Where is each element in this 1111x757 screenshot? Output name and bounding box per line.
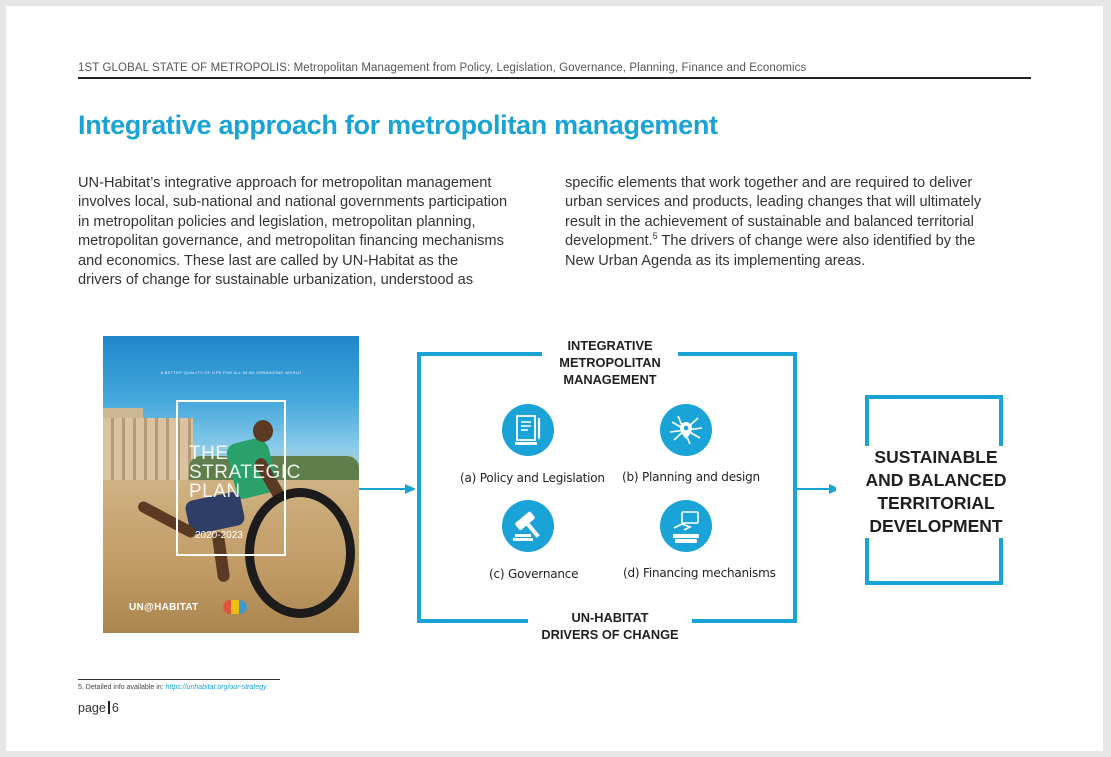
outcome-line: AND BALANCED (865, 470, 1007, 490)
driver-label-policy: (a) Policy and Legislation (460, 471, 605, 485)
cover-title-line: THE (189, 443, 229, 464)
body-line: result in the achievement of sustainable and balanced territorial (565, 213, 974, 230)
page-number-value: 6 (111, 701, 119, 715)
body-line: drivers of change for sustainable urbanization, understood as (78, 272, 474, 289)
map-pin-icon (660, 404, 712, 456)
outcome-line: DEVELOPMENT (869, 516, 1003, 536)
gavel-icon (502, 500, 554, 552)
cover-to-box-arrowhead (405, 484, 416, 494)
cover-title-line: PLAN (189, 481, 241, 502)
drivers-box (419, 354, 795, 621)
body-line: urban services and products, leading changes that will ultimately (565, 194, 982, 211)
section-title: Integrative approach for metropolitan management (78, 110, 718, 140)
driver-label-financing: (d) Financing mechanisms (623, 566, 776, 580)
footnote-rule (78, 679, 280, 680)
running-header: 1ST GLOBAL STATE OF METROPOLIS: Metropolitan Management from Policy, Legislation, Governance, Planning, Finance and Economics (78, 62, 807, 74)
body-line: metropolitan governance, and metropolitan financing mechanisms (78, 233, 504, 250)
body-line: involves local, sub-national and national governments participation (78, 194, 508, 211)
outcome-line: SUSTAINABLE (874, 447, 998, 467)
label-line: INTEGRATIVE (567, 338, 653, 353)
footnote-ref[interactable]: 5 (652, 231, 658, 242)
body-text: development. (565, 233, 653, 250)
body-text: The drivers of change were also identified by the (657, 233, 976, 250)
footnote-link[interactable]: https://unhabitat.org/our-strategy (165, 684, 267, 691)
body-line: in metropolitan policies and legislation, metropolitan planning, (78, 213, 476, 230)
body-line: UN-Habitat’s integrative approach for metropolitan management (78, 175, 492, 191)
body-line: New Urban Agenda as its implementing areas. (565, 252, 866, 269)
cover-years: 2020-2023 (195, 530, 243, 541)
label-line: DRIVERS OF CHANGE (541, 627, 679, 642)
document-page (6, 6, 1103, 751)
page-separator (108, 701, 110, 714)
outcome-line: TERRITORIAL (877, 493, 995, 513)
page-label: page (78, 701, 106, 715)
diagram-top-label (542, 337, 678, 388)
body-line: specific elements that work together and are required to deliver (565, 175, 973, 191)
page-number (78, 701, 119, 715)
label-line: UN-HABITAT (571, 610, 649, 625)
outcome-label (836, 446, 1036, 538)
cover-tagline: A BETTER QUALITY OF LIFE FOR ALL IN AN URBANIZING WORLD (160, 370, 302, 375)
footnote-text: 5. Detailed info available in: (78, 684, 166, 691)
label-line: METROPOLITAN (559, 355, 661, 370)
footnote (78, 684, 267, 691)
label-line: MANAGEMENT (563, 372, 657, 387)
driver-label-planning: (b) Planning and design (622, 470, 760, 484)
cover-title-line: STRATEGIC (189, 462, 301, 483)
diagram-bottom-label (528, 609, 692, 643)
document-pen-icon (502, 404, 554, 456)
body-line: and economics. These last are called by UN-Habitat as the (78, 252, 459, 269)
un-habitat-logo: UN@HABITAT (129, 602, 199, 613)
driver-label-governance: (c) Governance (489, 567, 579, 581)
hand-money-icon (660, 500, 712, 552)
